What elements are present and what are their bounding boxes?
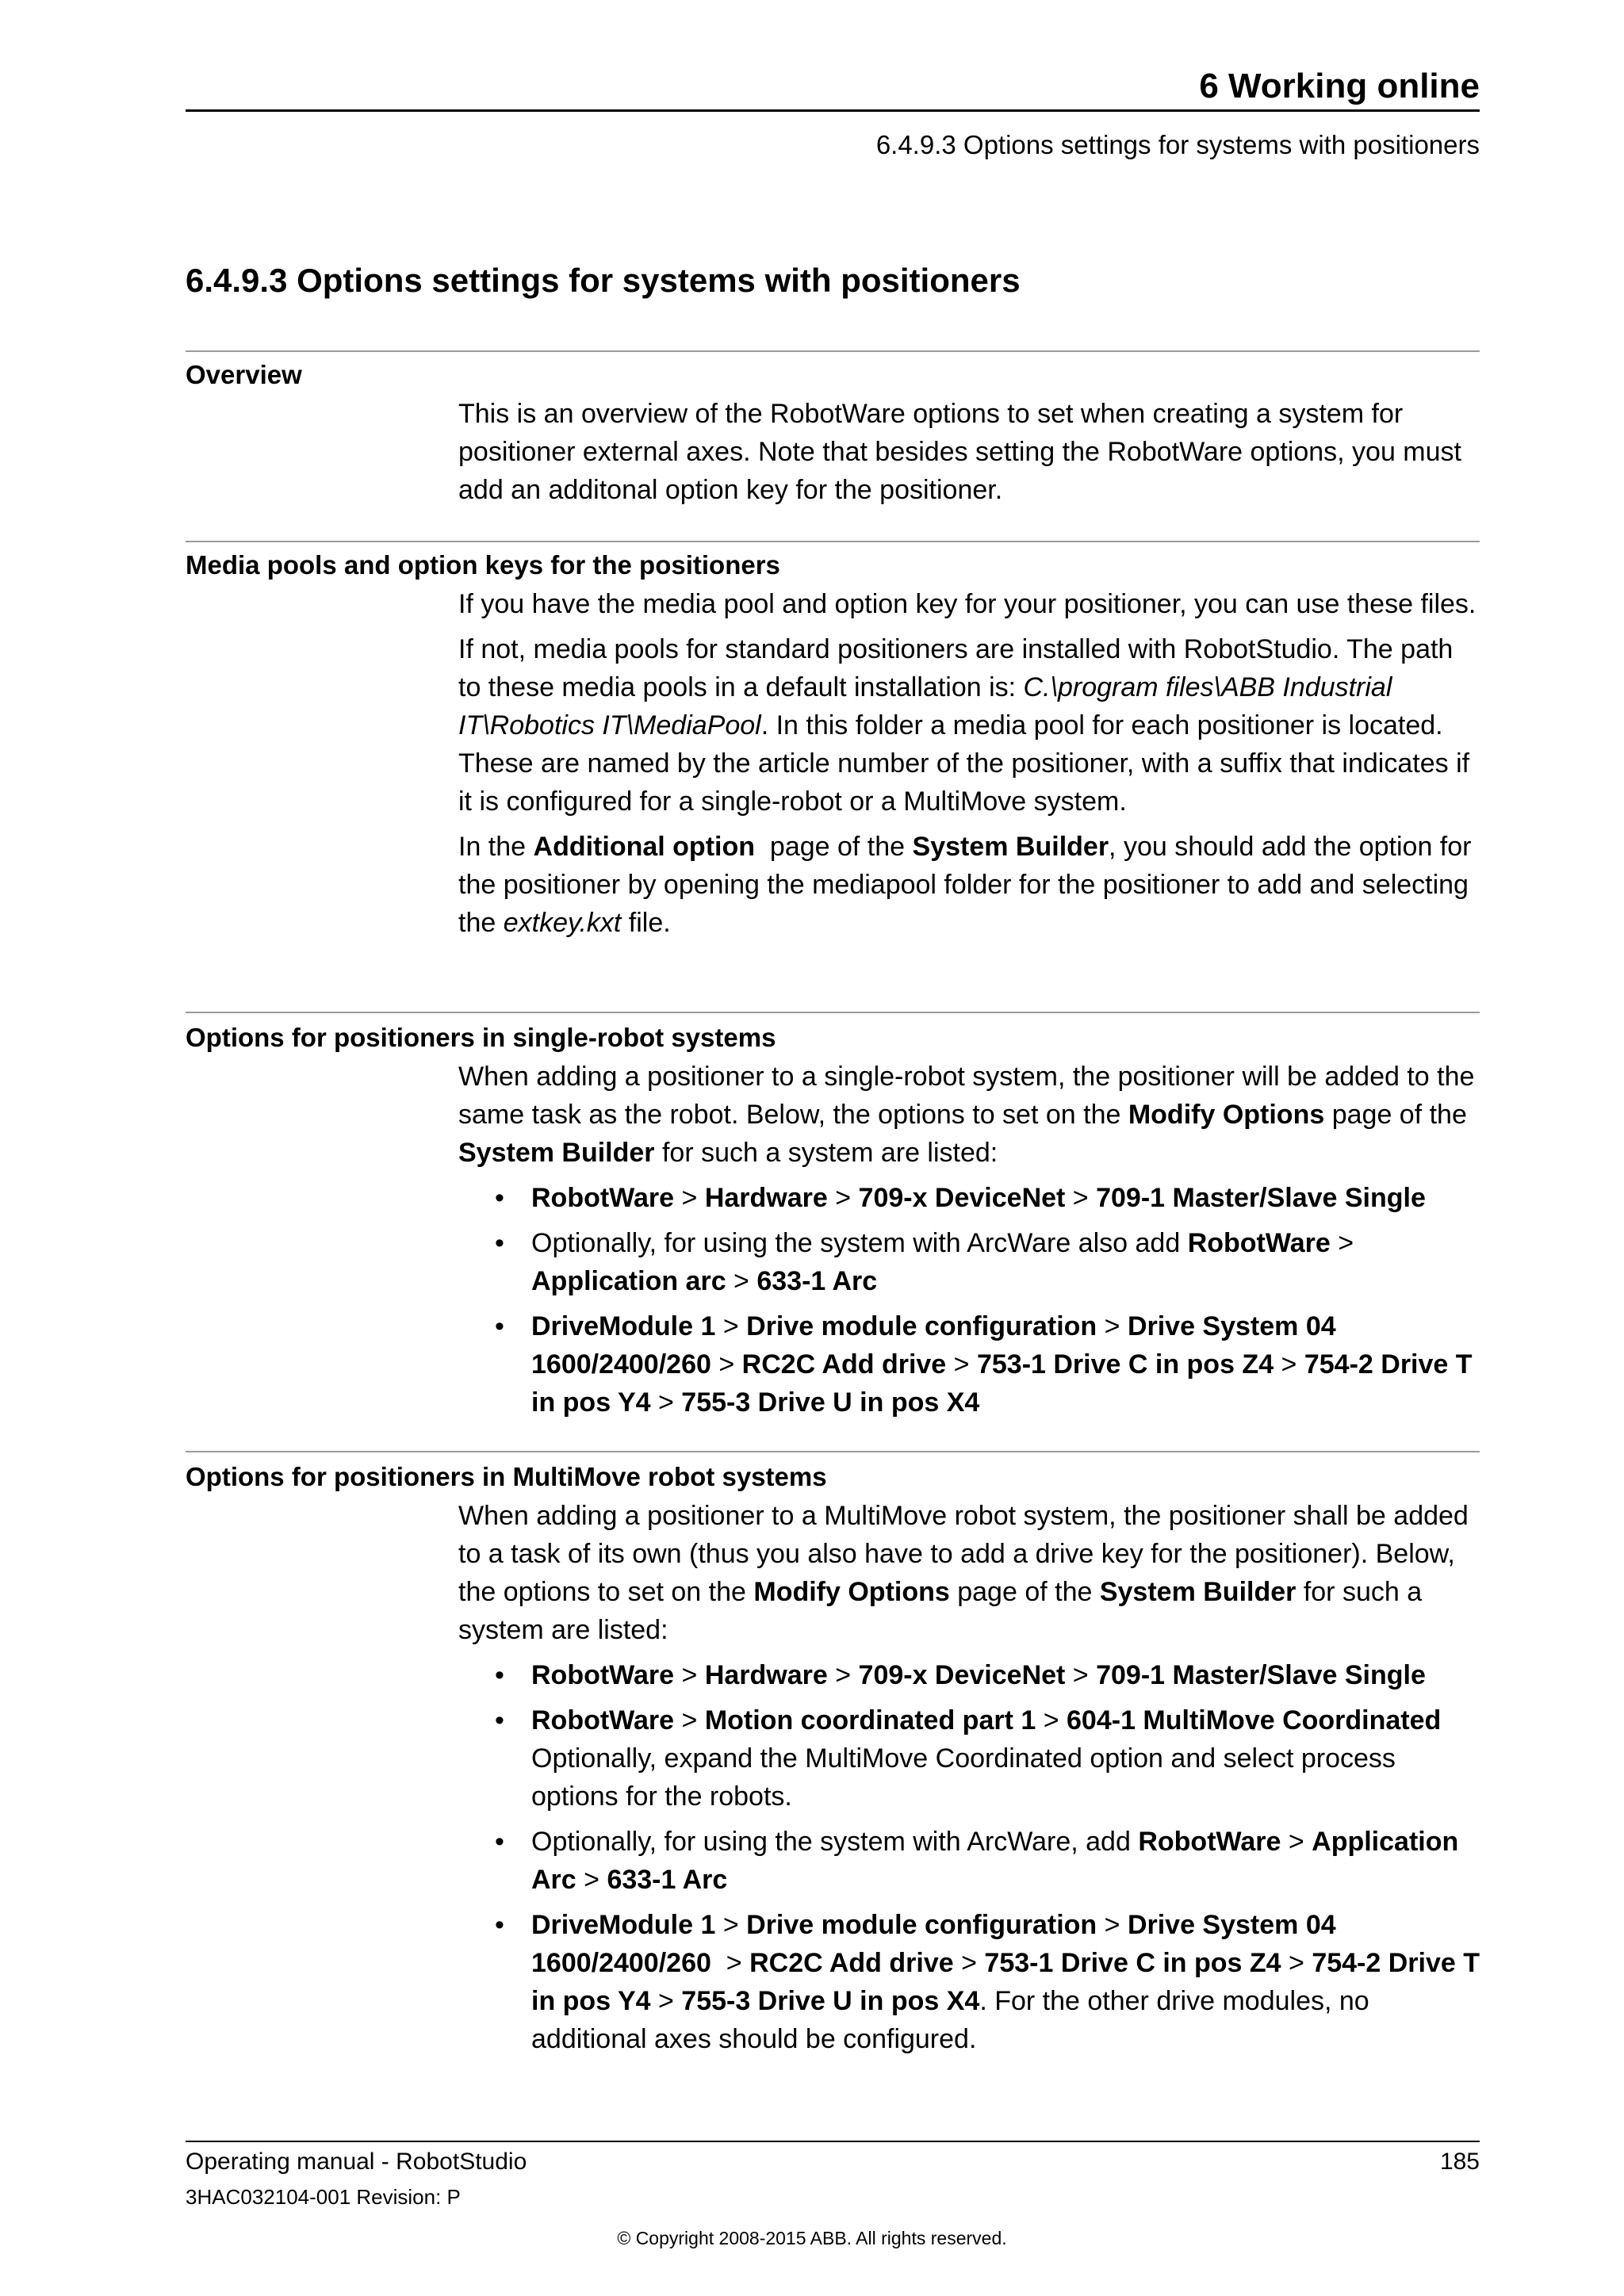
footer-rule <box>186 2141 1480 2142</box>
overview-paragraph: This is an overview of the RobotWare options to set when creating a system for positioner external axes. Note that besides setting the RobotWare options, you must add an additonal option key for the positioner. <box>458 399 1461 505</box>
overview-heading: Overview <box>186 360 302 389</box>
single-robot-heading: Options for positioners in single-robot systems <box>186 1023 776 1052</box>
header-rule <box>186 109 1480 112</box>
multimove-body <box>458 1497 1481 2065</box>
list-item: • DriveModule 1 > Drive module configuration > Drive System 04 1600/2400/260 > RC2C Add drive > 753-1 Drive C in pos Z4 > 754-2 Drive T in pos Y4 > 755-3 Drive U in pos X4 <box>531 1307 1481 1422</box>
list-item: • Optionally, for using the system with ArcWare, add RobotWare > Application Arc > 633-1 Arc <box>531 1823 1481 1899</box>
multimove-heading: Options for positioners in MultiMove robot systems <box>186 1462 827 1491</box>
list-item: • RobotWare > Hardware > 709-x DeviceNet > 709-1 Master/Slave Single <box>531 1179 1481 1217</box>
multimove-paragraph: When adding a positioner to a MultiMove robot system, the positioner shall be added to a task of its own (thus you also have to add a drive key for the positioner). Below, the options to set on the Modify Options page of the System Builder for such a system are listed: <box>458 1501 1469 1645</box>
list-item: • DriveModule 1 > Drive module configuration > Drive System 04 1600/2400/260 > RC2C Add drive > 753-1 Drive C in pos Z4 > 754-2 Drive T in pos Y4 > 755-3 Drive U in pos X4. For the other drive modules, no additional axes should be configured. <box>531 1906 1481 2058</box>
list-item: • Optionally, for using the system with ArcWare also add RobotWare > Application arc > 633-1 Arc <box>531 1224 1481 1300</box>
media-paragraph-1: If you have the media pool and option key for your positioner, you can use these files. <box>458 589 1477 619</box>
mediapool-path: C.\program files\ABB Industrial IT\Robotics IT\MediaPool <box>458 672 1392 740</box>
single-robot-paragraph: When adding a positioner to a single-robot system, the positioner will be added to the same task as the robot. Below, the options to set on the Modify Options page of the System Builder for such a system are listed: <box>458 1062 1475 1168</box>
media-heading: Media pools and option keys for the positioners <box>186 550 780 580</box>
document-id: 3HAC032104-001 Revision: P <box>186 2185 461 2209</box>
copyright-notice: © Copyright 2008-2015 ABB. All rights reserved. <box>617 2228 1007 2248</box>
media-paragraph-2: If not, media pools for standard positioners are installed with RobotStudio. The path to these media pools in a default installation is: C.\program files\ABB Industrial IT\Robotics IT\MediaPool. In this folder a media pool for each positioner is located. These are named by the article number of the positioner, with a suffix that indicates if it is configured for a single-robot or a MultiMove system. <box>458 634 1470 817</box>
overview-body <box>458 395 1481 516</box>
running-section-title: 6.4.9.3 Options settings for systems with positioners <box>875 130 1480 159</box>
media-paragraph-3: In the Additional option page of the System Builder, you should add the option for the positioner by opening the mediapool folder for the positioner to add and selecting the extkey.kxt file. <box>458 832 1472 938</box>
bullet-icon: • <box>495 1311 504 1341</box>
bullet-icon: • <box>495 1827 504 1857</box>
bullet-icon: • <box>495 1183 504 1213</box>
list-item: • RobotWare > Motion coordinated part 1 > 604-1 MultiMove Coordinated Optionally, expand the MultiMove Coordinated option and select process options for the robots. <box>531 1701 1481 1816</box>
media-body <box>458 585 1481 949</box>
chapter-title: 6 Working online <box>1199 67 1480 105</box>
section-divider <box>186 541 1480 542</box>
extkey-filename: extkey.kxt <box>503 908 622 938</box>
bullet-icon: • <box>495 1910 504 1940</box>
multimove-note: Optionally, expand the MultiMove Coordinated option and select process options for the robots. <box>531 1743 1396 1812</box>
multimove-option-list <box>458 1656 1481 2058</box>
page-number: 185 <box>1439 2149 1480 2175</box>
section-divider <box>186 350 1480 352</box>
bullet-icon: • <box>495 1705 504 1735</box>
page-title: 6.4.9.3 Options settings for systems with positioners <box>186 262 1021 299</box>
single-robot-option-list <box>458 1179 1481 1422</box>
section-divider <box>186 1012 1480 1013</box>
single-robot-body <box>458 1058 1481 1429</box>
bullet-icon: • <box>495 1228 504 1258</box>
manual-title: Operating manual - RobotStudio <box>186 2149 527 2175</box>
bullet-icon: • <box>495 1660 504 1690</box>
list-item: • RobotWare > Hardware > 709-x DeviceNet > 709-1 Master/Slave Single <box>531 1656 1481 1694</box>
section-divider <box>186 1451 1480 1452</box>
